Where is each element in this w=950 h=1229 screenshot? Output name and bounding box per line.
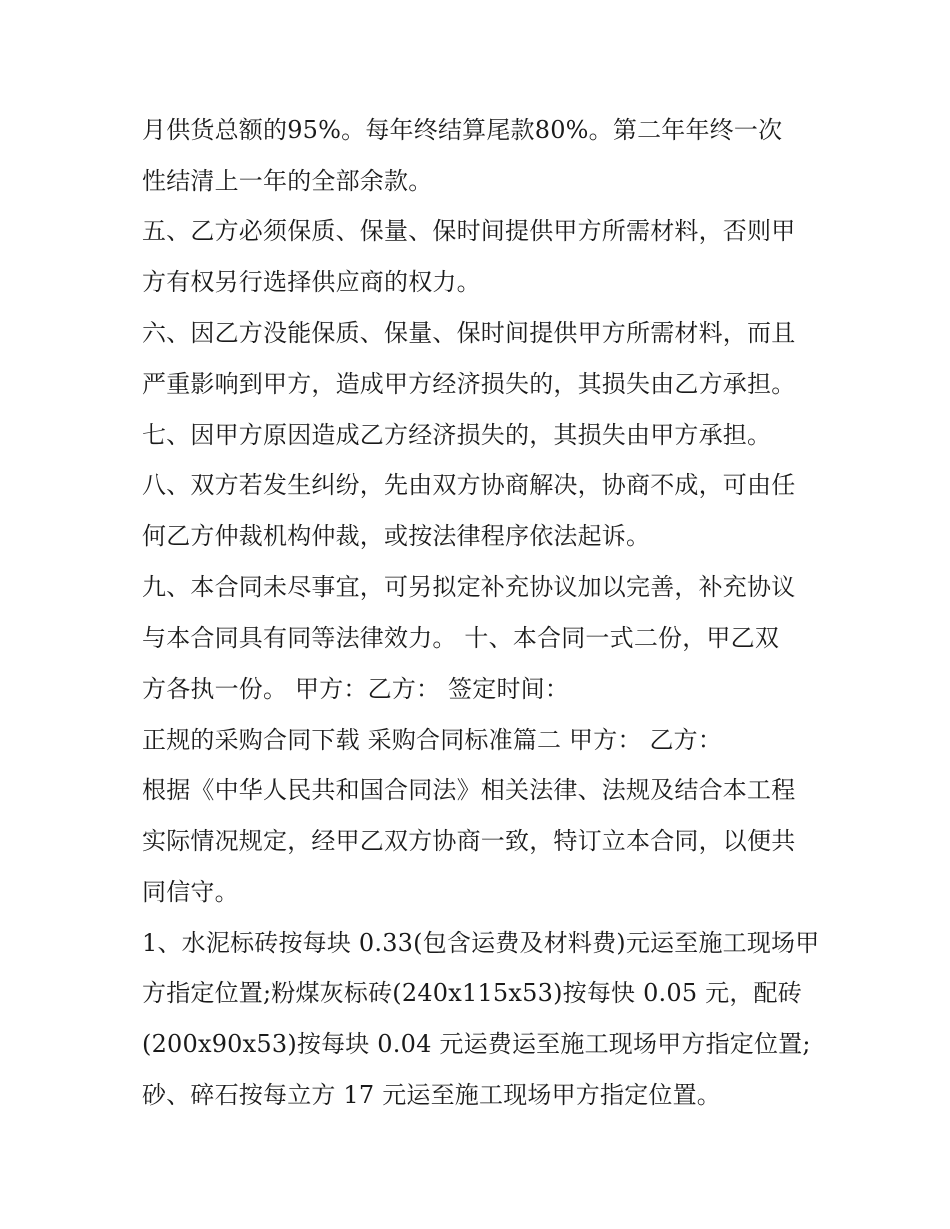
text-line: (200x90x53)按每块 0.04 元运费运至施工现场甲方指定位置; <box>142 1030 811 1058</box>
text-line: 八、双方若发生纠纷，先由双方协商解决，协商不成，可由任 <box>142 471 796 499</box>
text-line: 方有权另行选择供应商的权力。 <box>142 268 481 296</box>
text-line: 方各执一份。 甲方：乙方： 签定时间： <box>142 675 570 703</box>
text-line: 方指定位置;粉煤灰标砖(240x115x53)按每快 0.05 元，配砖 <box>142 979 802 1007</box>
text-line: 九、本合同未尽事宜，可另拟定补充协议加以完善，补充协议 <box>142 573 796 601</box>
text-line: 月供货总额的95%。每年终结算尾款80%。第二年年终一次 <box>142 116 783 144</box>
text-line: 砂、碎石按每立方 17 元运至施工现场甲方指定位置。 <box>142 1081 721 1109</box>
text-line: 六、因乙方没能保质、保量、保时间提供甲方所需材料，而且 <box>142 319 796 347</box>
text-line: 同信守。 <box>142 878 239 906</box>
text-line: 七、因甲方原因造成乙方经济损失的，其损失由甲方承担。 <box>142 421 772 449</box>
text-line: 性结清上一年的全部余款。 <box>142 167 433 195</box>
text-line: 何乙方仲裁机构仲裁，或按法律程序依法起诉。 <box>142 522 651 550</box>
text-line: 严重影响到甲方，造成甲方经济损失的，其损失由乙方承担。 <box>142 370 796 398</box>
text-line: 1、水泥标砖按每块 0.33(包含运费及材料费)元运至施工现场甲 <box>142 929 820 957</box>
text-line: 正规的采购合同下载 采购合同标准篇二 甲方： 乙方： <box>142 726 723 754</box>
text-line: 五、乙方必须保质、保量、保时间提供甲方所需材料，否则甲 <box>142 217 796 245</box>
text-line: 根据《中华人民共和国合同法》相关法律、法规及结合本工程 <box>142 776 796 804</box>
text-line: 实际情况规定，经甲乙双方协商一致，特订立本合同，以便共 <box>142 827 796 855</box>
text-line: 与本合同具有同等法律效力。 十、本合同一式二份，甲乙双 <box>142 624 780 652</box>
